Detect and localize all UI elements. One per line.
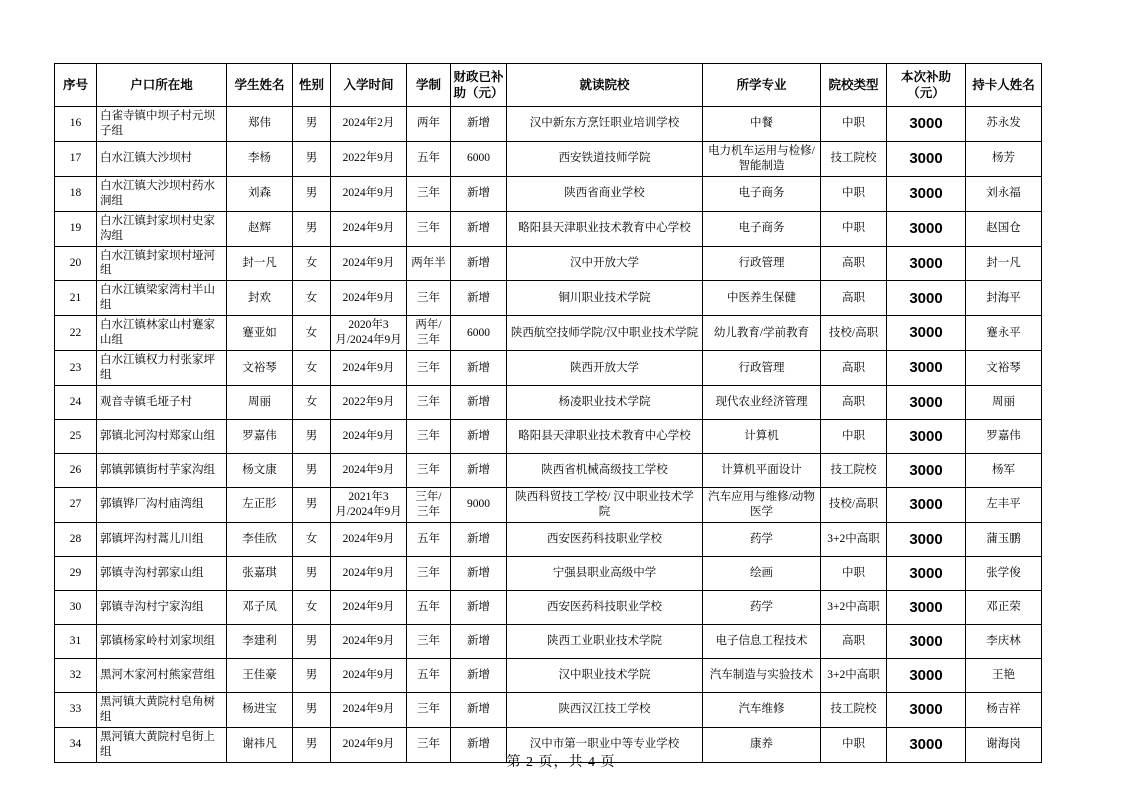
cell-duration: 三年 bbox=[407, 727, 451, 762]
table-row bbox=[55, 141, 1042, 176]
cell-duration: 三年 bbox=[407, 454, 451, 488]
table-row bbox=[55, 386, 1042, 420]
cell-location: 郭镇寺沟村郭家山组 bbox=[97, 556, 227, 590]
cell-name: 赵辉 bbox=[227, 211, 293, 246]
cell-seq: 18 bbox=[55, 176, 97, 211]
cell-name: 郑伟 bbox=[227, 107, 293, 142]
cell-duration: 两年 bbox=[407, 107, 451, 142]
table-row bbox=[55, 246, 1042, 281]
cell-gender: 男 bbox=[293, 727, 331, 762]
cell-cardholder: 左丰平 bbox=[966, 488, 1042, 523]
cell-enroll: 2024年9月 bbox=[331, 246, 407, 281]
cell-name: 张嘉琪 bbox=[227, 556, 293, 590]
cell-duration: 三年 bbox=[407, 351, 451, 386]
table-row bbox=[55, 522, 1042, 556]
cell-gender: 男 bbox=[293, 176, 331, 211]
cell-gender: 男 bbox=[293, 658, 331, 692]
cell-cardholder: 罗嘉伟 bbox=[966, 420, 1042, 454]
table-row bbox=[55, 658, 1042, 692]
cell-location: 黑河木家河村熊家营组 bbox=[97, 658, 227, 692]
cell-name: 左正肜 bbox=[227, 488, 293, 523]
cell-type: 中职 bbox=[821, 211, 887, 246]
cell-gender: 女 bbox=[293, 522, 331, 556]
cell-amount: 3000 bbox=[887, 522, 966, 556]
cell-enroll: 2024年9月 bbox=[331, 727, 407, 762]
cell-seq: 26 bbox=[55, 454, 97, 488]
cell-duration: 三年 bbox=[407, 281, 451, 316]
table-row bbox=[55, 281, 1042, 316]
page-number: 第 2 页，共 4 页 bbox=[506, 755, 616, 770]
cell-duration: 五年 bbox=[407, 141, 451, 176]
cell-school: 汉中开放大学 bbox=[507, 246, 703, 281]
cell-duration: 三年 bbox=[407, 556, 451, 590]
cell-location: 郭镇铧厂沟村庙湾组 bbox=[97, 488, 227, 523]
cell-type: 技工院校 bbox=[821, 692, 887, 727]
cell-duration: 三年 bbox=[407, 386, 451, 420]
cell-gender: 女 bbox=[293, 590, 331, 624]
cell-amount: 3000 bbox=[887, 316, 966, 351]
cell-seq: 31 bbox=[55, 624, 97, 658]
column-header-major: 所学专业 bbox=[703, 64, 821, 107]
cell-enroll: 2024年9月 bbox=[331, 454, 407, 488]
cell-location: 黑河镇大黄院村皂街上组 bbox=[97, 727, 227, 762]
cell-location: 黑河镇大黄院村皂角树组 bbox=[97, 692, 227, 727]
cell-gender: 女 bbox=[293, 246, 331, 281]
cell-school: 杨凌职业技术学院 bbox=[507, 386, 703, 420]
cell-school: 陕西汉江技工学校 bbox=[507, 692, 703, 727]
cell-gender: 男 bbox=[293, 556, 331, 590]
cell-duration: 五年 bbox=[407, 590, 451, 624]
cell-name: 封欢 bbox=[227, 281, 293, 316]
cell-prior: 新增 bbox=[451, 522, 507, 556]
cell-name: 杨文康 bbox=[227, 454, 293, 488]
cell-type: 3+2中高职 bbox=[821, 590, 887, 624]
column-header-location: 户口所在地 bbox=[97, 64, 227, 107]
cell-enroll: 2024年9月 bbox=[331, 658, 407, 692]
cell-type: 高职 bbox=[821, 386, 887, 420]
cell-amount: 3000 bbox=[887, 141, 966, 176]
cell-amount: 3000 bbox=[887, 246, 966, 281]
cell-prior: 新增 bbox=[451, 727, 507, 762]
cell-seq: 21 bbox=[55, 281, 97, 316]
cell-school: 汉中市第一职业中等专业学校 bbox=[507, 727, 703, 762]
cell-cardholder: 苏永发 bbox=[966, 107, 1042, 142]
cell-seq: 24 bbox=[55, 386, 97, 420]
table-row bbox=[55, 351, 1042, 386]
cell-location: 白水江镇封家坝村垭河组 bbox=[97, 246, 227, 281]
cell-major: 绘画 bbox=[703, 556, 821, 590]
cell-prior: 新增 bbox=[451, 246, 507, 281]
cell-type: 技工院校 bbox=[821, 141, 887, 176]
cell-cardholder: 王艳 bbox=[966, 658, 1042, 692]
cell-location: 郭镇北河沟村郑家山组 bbox=[97, 420, 227, 454]
cell-school: 略阳县天津职业技术教育中心学校 bbox=[507, 211, 703, 246]
cell-gender: 男 bbox=[293, 624, 331, 658]
cell-seq: 27 bbox=[55, 488, 97, 523]
cell-school: 陕西开放大学 bbox=[507, 351, 703, 386]
cell-prior: 新增 bbox=[451, 211, 507, 246]
cell-name: 蹇亚如 bbox=[227, 316, 293, 351]
cell-enroll: 2022年9月 bbox=[331, 386, 407, 420]
cell-amount: 3000 bbox=[887, 658, 966, 692]
column-header-duration: 学制 bbox=[407, 64, 451, 107]
cell-enroll: 2024年9月 bbox=[331, 351, 407, 386]
cell-cardholder: 刘永福 bbox=[966, 176, 1042, 211]
cell-name: 刘森 bbox=[227, 176, 293, 211]
cell-duration: 三年 bbox=[407, 624, 451, 658]
cell-enroll: 2022年9月 bbox=[331, 141, 407, 176]
cell-gender: 男 bbox=[293, 454, 331, 488]
cell-gender: 男 bbox=[293, 141, 331, 176]
cell-type: 中职 bbox=[821, 420, 887, 454]
column-header-cardholder: 持卡人姓名 bbox=[966, 64, 1042, 107]
cell-amount: 3000 bbox=[887, 386, 966, 420]
cell-prior: 6000 bbox=[451, 141, 507, 176]
cell-major: 中餐 bbox=[703, 107, 821, 142]
cell-amount: 3000 bbox=[887, 590, 966, 624]
cell-name: 李杨 bbox=[227, 141, 293, 176]
cell-prior: 新增 bbox=[451, 590, 507, 624]
cell-location: 白水江镇权力村张家坪组 bbox=[97, 351, 227, 386]
column-header-enroll: 入学时间 bbox=[331, 64, 407, 107]
cell-location: 郭镇郭镇街村芋家沟组 bbox=[97, 454, 227, 488]
cell-amount: 3000 bbox=[887, 624, 966, 658]
cell-seq: 28 bbox=[55, 522, 97, 556]
cell-seq: 33 bbox=[55, 692, 97, 727]
cell-location: 白水江镇封家坝村史家沟组 bbox=[97, 211, 227, 246]
cell-location: 白水江镇大沙坝村 bbox=[97, 141, 227, 176]
cell-cardholder: 李庆林 bbox=[966, 624, 1042, 658]
cell-major: 电子商务 bbox=[703, 211, 821, 246]
table-header-row bbox=[55, 64, 1042, 107]
cell-school: 略阳县天津职业技术教育中心学校 bbox=[507, 420, 703, 454]
cell-enroll: 2024年9月 bbox=[331, 176, 407, 211]
cell-amount: 3000 bbox=[887, 454, 966, 488]
cell-type: 3+2中高职 bbox=[821, 522, 887, 556]
cell-amount: 3000 bbox=[887, 281, 966, 316]
cell-enroll: 2024年9月 bbox=[331, 281, 407, 316]
cell-cardholder: 杨军 bbox=[966, 454, 1042, 488]
cell-major: 现代农业经济管理 bbox=[703, 386, 821, 420]
cell-amount: 3000 bbox=[887, 420, 966, 454]
cell-seq: 16 bbox=[55, 107, 97, 142]
student-subsidy-table bbox=[54, 63, 1042, 763]
cell-seq: 29 bbox=[55, 556, 97, 590]
table-row bbox=[55, 692, 1042, 727]
cell-amount: 3000 bbox=[887, 107, 966, 142]
cell-school: 宁强县职业高级中学 bbox=[507, 556, 703, 590]
cell-duration: 三年/三年 bbox=[407, 488, 451, 523]
table-row bbox=[55, 556, 1042, 590]
cell-major: 药学 bbox=[703, 522, 821, 556]
cell-duration: 五年 bbox=[407, 658, 451, 692]
cell-gender: 女 bbox=[293, 386, 331, 420]
cell-school: 汉中新东方烹饪职业培训学校 bbox=[507, 107, 703, 142]
cell-major: 药学 bbox=[703, 590, 821, 624]
cell-name: 邓子凤 bbox=[227, 590, 293, 624]
cell-location: 白水江镇大沙坝村药水洞组 bbox=[97, 176, 227, 211]
cell-duration: 两年/三年 bbox=[407, 316, 451, 351]
cell-school: 铜川职业技术学院 bbox=[507, 281, 703, 316]
cell-prior: 新增 bbox=[451, 658, 507, 692]
cell-amount: 3000 bbox=[887, 176, 966, 211]
cell-cardholder: 蒲玉鹏 bbox=[966, 522, 1042, 556]
cell-type: 中职 bbox=[821, 727, 887, 762]
cell-gender: 男 bbox=[293, 211, 331, 246]
cell-enroll: 2024年9月 bbox=[331, 420, 407, 454]
cell-school: 汉中职业技术学院 bbox=[507, 658, 703, 692]
cell-prior: 新增 bbox=[451, 556, 507, 590]
cell-name: 罗嘉伟 bbox=[227, 420, 293, 454]
cell-prior: 6000 bbox=[451, 316, 507, 351]
table-row bbox=[55, 420, 1042, 454]
cell-major: 行政管理 bbox=[703, 351, 821, 386]
column-header-name: 学生姓名 bbox=[227, 64, 293, 107]
cell-amount: 3000 bbox=[887, 351, 966, 386]
cell-amount: 3000 bbox=[887, 211, 966, 246]
cell-enroll: 2020年3月/2024年9月 bbox=[331, 316, 407, 351]
cell-enroll: 2024年9月 bbox=[331, 624, 407, 658]
cell-enroll: 2024年9月 bbox=[331, 556, 407, 590]
cell-location: 郭镇杨家岭村刘家坝组 bbox=[97, 624, 227, 658]
table-row bbox=[55, 454, 1042, 488]
cell-name: 封一凡 bbox=[227, 246, 293, 281]
cell-name: 王佳豪 bbox=[227, 658, 293, 692]
cell-name: 李建利 bbox=[227, 624, 293, 658]
cell-prior: 新增 bbox=[451, 176, 507, 211]
column-header-amount: 本次补助（元） bbox=[887, 64, 966, 107]
cell-duration: 三年 bbox=[407, 692, 451, 727]
cell-enroll: 2024年9月 bbox=[331, 211, 407, 246]
cell-seq: 30 bbox=[55, 590, 97, 624]
cell-type: 技校/高职 bbox=[821, 488, 887, 523]
cell-major: 幼儿教育/学前教育 bbox=[703, 316, 821, 351]
cell-type: 中职 bbox=[821, 176, 887, 211]
cell-school: 陕西航空技师学院/汉中职业技术学院 bbox=[507, 316, 703, 351]
table-row bbox=[55, 488, 1042, 523]
cell-seq: 23 bbox=[55, 351, 97, 386]
cell-duration: 三年 bbox=[407, 176, 451, 211]
cell-cardholder: 赵国仓 bbox=[966, 211, 1042, 246]
cell-cardholder: 周丽 bbox=[966, 386, 1042, 420]
cell-type: 高职 bbox=[821, 281, 887, 316]
cell-major: 康养 bbox=[703, 727, 821, 762]
cell-type: 高职 bbox=[821, 351, 887, 386]
column-header-type: 院校类型 bbox=[821, 64, 887, 107]
cell-enroll: 2024年9月 bbox=[331, 590, 407, 624]
cell-school: 西安医药科技职业学校 bbox=[507, 590, 703, 624]
cell-duration: 两年半 bbox=[407, 246, 451, 281]
cell-prior: 新增 bbox=[451, 107, 507, 142]
cell-type: 中职 bbox=[821, 107, 887, 142]
cell-gender: 男 bbox=[293, 107, 331, 142]
column-header-seq: 序号 bbox=[55, 64, 97, 107]
cell-school: 陕西工业职业技术学院 bbox=[507, 624, 703, 658]
table-row bbox=[55, 211, 1042, 246]
table-row bbox=[55, 107, 1042, 142]
table-row bbox=[55, 316, 1042, 351]
column-header-school: 就读院校 bbox=[507, 64, 703, 107]
cell-major: 电力机车运用与检修/智能制造 bbox=[703, 141, 821, 176]
cell-location: 白水江镇林家山村蹇家山组 bbox=[97, 316, 227, 351]
cell-major: 电子商务 bbox=[703, 176, 821, 211]
cell-seq: 34 bbox=[55, 727, 97, 762]
cell-major: 汽车维修 bbox=[703, 692, 821, 727]
cell-enroll: 2021年3月/2024年9月 bbox=[331, 488, 407, 523]
cell-seq: 19 bbox=[55, 211, 97, 246]
cell-cardholder: 封一凡 bbox=[966, 246, 1042, 281]
cell-seq: 20 bbox=[55, 246, 97, 281]
cell-major: 汽车应用与维修/动物医学 bbox=[703, 488, 821, 523]
cell-cardholder: 蹇永平 bbox=[966, 316, 1042, 351]
cell-location: 白雀寺镇中坝子村元坝子组 bbox=[97, 107, 227, 142]
cell-gender: 男 bbox=[293, 420, 331, 454]
cell-cardholder: 杨吉祥 bbox=[966, 692, 1042, 727]
cell-location: 郭镇寺沟村宁家沟组 bbox=[97, 590, 227, 624]
cell-major: 汽车制造与实验技术 bbox=[703, 658, 821, 692]
cell-prior: 新增 bbox=[451, 624, 507, 658]
table-row bbox=[55, 590, 1042, 624]
cell-cardholder: 封海平 bbox=[966, 281, 1042, 316]
cell-major: 电子信息工程技术 bbox=[703, 624, 821, 658]
cell-duration: 三年 bbox=[407, 211, 451, 246]
cell-type: 3+2中高职 bbox=[821, 658, 887, 692]
cell-location: 郭镇坪沟村蒿儿川组 bbox=[97, 522, 227, 556]
cell-prior: 9000 bbox=[451, 488, 507, 523]
cell-seq: 17 bbox=[55, 141, 97, 176]
cell-gender: 女 bbox=[293, 316, 331, 351]
cell-name: 李佳欣 bbox=[227, 522, 293, 556]
cell-amount: 3000 bbox=[887, 488, 966, 523]
cell-name: 谢祎凡 bbox=[227, 727, 293, 762]
cell-prior: 新增 bbox=[451, 281, 507, 316]
cell-enroll: 2024年9月 bbox=[331, 522, 407, 556]
cell-cardholder: 张学俊 bbox=[966, 556, 1042, 590]
cell-cardholder: 杨芳 bbox=[966, 141, 1042, 176]
cell-seq: 32 bbox=[55, 658, 97, 692]
cell-seq: 25 bbox=[55, 420, 97, 454]
column-header-prior: 财政已补助（元） bbox=[451, 64, 507, 107]
cell-amount: 3000 bbox=[887, 727, 966, 762]
cell-school: 陕西省商业学校 bbox=[507, 176, 703, 211]
table-row bbox=[55, 624, 1042, 658]
cell-gender: 男 bbox=[293, 692, 331, 727]
cell-major: 计算机平面设计 bbox=[703, 454, 821, 488]
cell-enroll: 2024年9月 bbox=[331, 692, 407, 727]
cell-school: 西安医药科技职业学校 bbox=[507, 522, 703, 556]
cell-amount: 3000 bbox=[887, 556, 966, 590]
cell-duration: 五年 bbox=[407, 522, 451, 556]
cell-gender: 女 bbox=[293, 281, 331, 316]
cell-major: 行政管理 bbox=[703, 246, 821, 281]
cell-cardholder: 谢海岗 bbox=[966, 727, 1042, 762]
cell-prior: 新增 bbox=[451, 454, 507, 488]
cell-location: 白水江镇梁家湾村半山组 bbox=[97, 281, 227, 316]
cell-prior: 新增 bbox=[451, 692, 507, 727]
cell-school: 西安铁道技师学院 bbox=[507, 141, 703, 176]
cell-gender: 女 bbox=[293, 351, 331, 386]
cell-gender: 男 bbox=[293, 488, 331, 523]
column-header-gender: 性别 bbox=[293, 64, 331, 107]
cell-location: 观音寺镇毛垭子村 bbox=[97, 386, 227, 420]
cell-prior: 新增 bbox=[451, 386, 507, 420]
cell-name: 杨进宝 bbox=[227, 692, 293, 727]
cell-major: 中医养生保健 bbox=[703, 281, 821, 316]
cell-cardholder: 文裕琴 bbox=[966, 351, 1042, 386]
cell-type: 技工院校 bbox=[821, 454, 887, 488]
cell-school: 陕西科贸技工学校/ 汉中职业技术学院 bbox=[507, 488, 703, 523]
cell-name: 文裕琴 bbox=[227, 351, 293, 386]
cell-prior: 新增 bbox=[451, 351, 507, 386]
cell-enroll: 2024年2月 bbox=[331, 107, 407, 142]
cell-major: 计算机 bbox=[703, 420, 821, 454]
cell-school: 陕西省机械高级技工学校 bbox=[507, 454, 703, 488]
cell-duration: 三年 bbox=[407, 420, 451, 454]
cell-type: 技校/高职 bbox=[821, 316, 887, 351]
cell-seq: 22 bbox=[55, 316, 97, 351]
cell-name: 周丽 bbox=[227, 386, 293, 420]
cell-type: 高职 bbox=[821, 624, 887, 658]
table-row bbox=[55, 176, 1042, 211]
cell-amount: 3000 bbox=[887, 692, 966, 727]
cell-prior: 新增 bbox=[451, 420, 507, 454]
cell-type: 高职 bbox=[821, 246, 887, 281]
cell-type: 中职 bbox=[821, 556, 887, 590]
cell-cardholder: 邓正荣 bbox=[966, 590, 1042, 624]
